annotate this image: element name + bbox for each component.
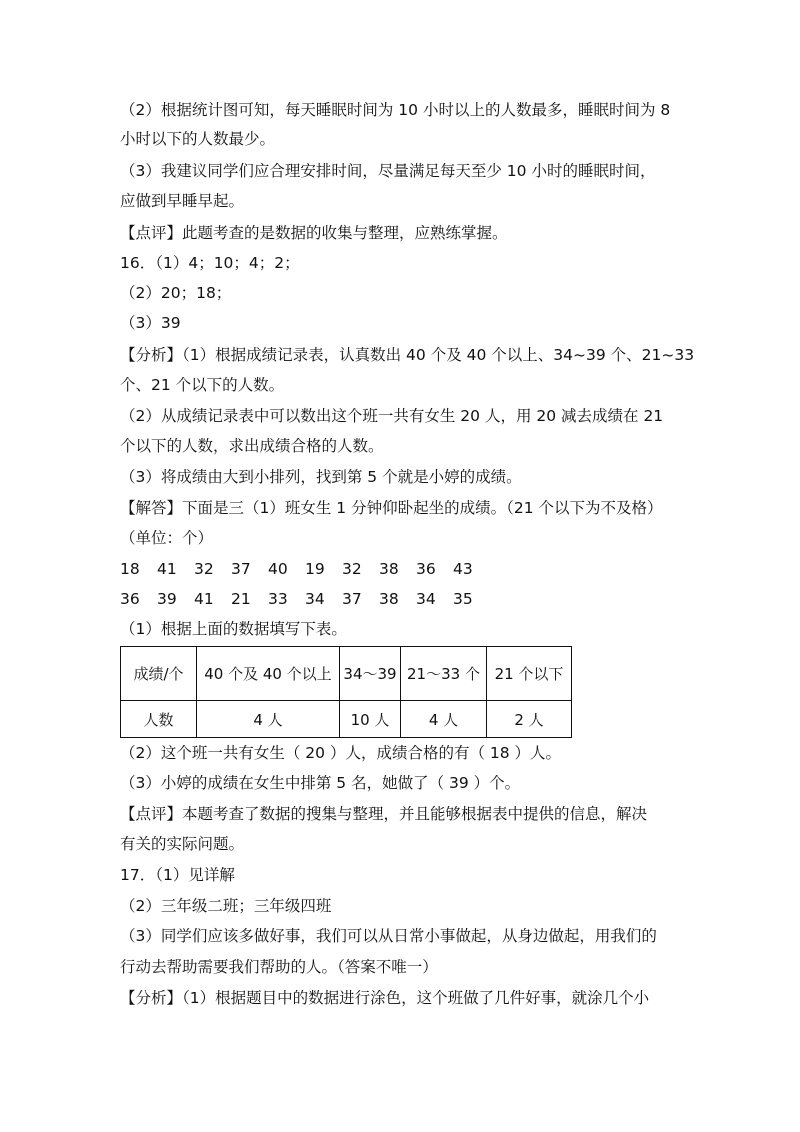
text-line-7: （2）20；18； <box>120 284 232 302</box>
text-line-3: （3）我建议同学们应合理安排时间，尽量满足每天至少 10 小时的睡眠时间， <box>120 162 656 180</box>
text-line-8: （3）39 <box>120 314 181 332</box>
text-line-20: 有关的实际问题。 <box>120 835 245 853</box>
text-line-16: （1）根据上面的数据填写下表。 <box>120 620 347 638</box>
scores-row-2 <box>120 588 490 610</box>
score-table <box>120 646 572 738</box>
text-line-2: 小时以下的人数最少。 <box>120 130 276 148</box>
score-cell: 32 <box>194 560 214 578</box>
question-17-answer: 17．（1）见详解 <box>120 866 235 884</box>
table-row-label: 人数 <box>121 701 197 738</box>
score-cell: 41 <box>194 590 214 608</box>
remark-line-2: 【点评】本题考查了数据的搜集与整理，并且能够根据表中提供的信息，解决 <box>120 805 648 823</box>
score-cell: 40 <box>268 560 288 578</box>
table-cell: 4 人 <box>197 701 340 738</box>
text-line-18: （3）小婷的成绩在女生中排第 5 名，她做了（ 39 ）个。 <box>120 774 521 792</box>
score-cell: 38 <box>379 590 399 608</box>
analysis-line-1: 【分析】（1）根据成绩记录表，认真数出 40 个及 40 个以上、34~39 个、21~33 <box>120 346 695 364</box>
table-header-row <box>121 647 572 701</box>
unit-label: （单位：个） <box>120 529 214 547</box>
score-cell: 21 <box>231 590 251 608</box>
score-cell: 33 <box>268 590 288 608</box>
question-16-answer: 16．（1）4；10；4；2； <box>120 254 300 272</box>
score-cell: 36 <box>120 590 140 608</box>
table-header-cell: 34～39 <box>340 647 401 701</box>
table-row <box>121 701 572 738</box>
table-cell: 4 人 <box>401 701 487 738</box>
score-cell: 43 <box>453 560 473 578</box>
score-cell: 38 <box>379 560 399 578</box>
solution-line-1: 【解答】下面是三（1）班女生 1 分钟仰卧起坐的成绩。（21 个以下为不及格） <box>120 499 663 517</box>
text-line-17: （2）这个班一共有女生（ 20 ）人，成绩合格的有（ 18 ）人。 <box>120 744 562 762</box>
score-cell: 36 <box>416 560 436 578</box>
score-cell: 18 <box>120 560 140 578</box>
text-line-24: 行动去帮助需要我们帮助的人。（答案不唯一） <box>120 958 438 976</box>
table-header-cell: 40 个及 40 个以上 <box>197 647 340 701</box>
text-line-13: （3）将成绩由大到小排列，找到第 5 个就是小婷的成绩。 <box>120 468 522 486</box>
table-cell: 10 人 <box>340 701 401 738</box>
text-line-11: （2）从成绩记录表中可以数出这个班一共有女生 20 人，用 20 减去成绩在 21 <box>120 407 664 425</box>
remark-line-1: 【点评】此题考查的是数据的收集与整理，应熟练掌握。 <box>120 224 508 242</box>
score-cell: 35 <box>453 590 473 608</box>
text-line-12: 个以下的人数，求出成绩合格的人数。 <box>120 437 384 455</box>
score-cell: 37 <box>342 590 362 608</box>
score-cell: 41 <box>157 560 177 578</box>
text-line-23: （3）同学们应该多做好事，我们可以从日常小事做起，从身边做起，用我们的 <box>120 927 657 945</box>
score-cell: 39 <box>157 590 177 608</box>
text-line-4: 应做到早睡早起。 <box>120 192 245 210</box>
score-cell: 37 <box>231 560 251 578</box>
table-cell: 2 人 <box>487 701 572 738</box>
score-cell: 34 <box>305 590 325 608</box>
table-header-cell: 成绩/个 <box>121 647 197 701</box>
analysis-line-2: 【分析】（1）根据题目中的数据进行涂色，这个班做了几件好事，就涂几个小 <box>120 989 650 1007</box>
score-cell: 32 <box>342 560 362 578</box>
score-cell: 19 <box>305 560 325 578</box>
text-line-1: （2）根据统计图可知，每天睡眠时间为 10 小时以上的人数最多，睡眠时间为 8 <box>120 101 671 119</box>
score-cell: 34 <box>416 590 436 608</box>
scores-row-1 <box>120 558 490 580</box>
text-line-10: 个、21 个以下的人数。 <box>120 376 285 394</box>
text-line-22: （2）三年级二班；三年级四班 <box>120 897 332 915</box>
table-header-cell: 21～33 个 <box>401 647 487 701</box>
table-header-cell: 21 个以下 <box>487 647 572 701</box>
